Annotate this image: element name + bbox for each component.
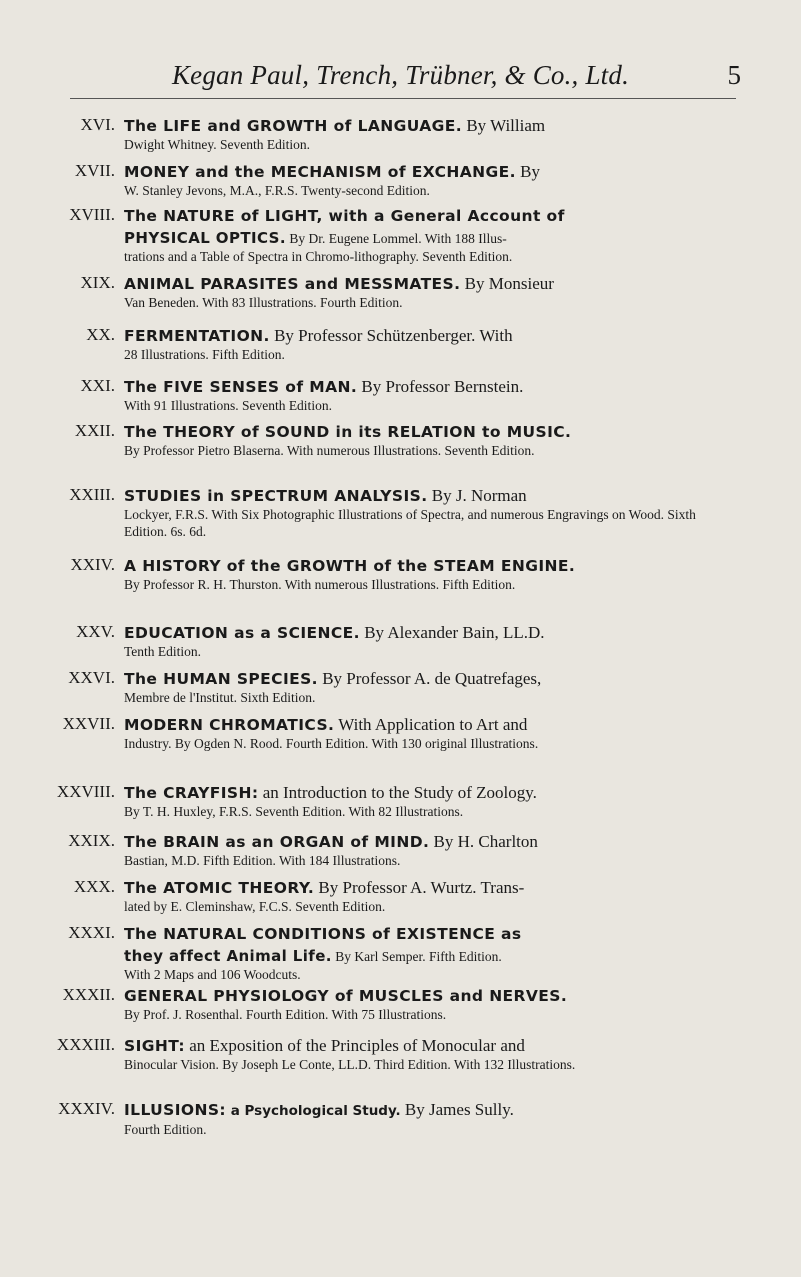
entry-details: By Professor R. H. Thurston. With numerous Illustrations. Fifth Edition. [124, 577, 516, 592]
entry-numeral: XXI. [80, 376, 115, 395]
entry-details: By Professor Pietro Blaserna. With numerous Illustrations. Seventh Edition. [124, 443, 535, 458]
entry-details: Fourth Edition. [124, 1122, 207, 1137]
entry-title: The THEORY of SOUND in its RELATION to MUSIC. [124, 423, 572, 441]
entry-title: SIGHT: [124, 1037, 185, 1055]
entry-author-lead: By Professor Schützenberger. With [269, 326, 513, 345]
entry-title: The NATURE of LIGHT, with a General Account of [124, 207, 565, 225]
entry-title: MODERN CHROMATICS. [124, 716, 335, 734]
entry-author-lead: By Professor Bernstein. [357, 377, 524, 396]
entry-numeral: XXIX. [68, 831, 115, 850]
entry-numeral: XXVIII. [56, 782, 115, 801]
entry-author-lead: By Dr. Eugene Lommel. With 188 Illus- [285, 231, 507, 246]
entry-numeral: XXIV. [70, 555, 115, 574]
entry-title: The LIFE and GROWTH of LANGUAGE. [124, 117, 463, 135]
entry-body [124, 325, 740, 364]
entry-details: Bastian, M.D. Fifth Edition. With 184 Illustrations. [124, 853, 401, 868]
entry-author-lead: By J. Norman [427, 486, 527, 505]
entry-title: GENERAL PHYSIOLOGY of MUSCLES and NERVES. [124, 987, 568, 1005]
entry-author-lead: By James Sully. [400, 1100, 514, 1119]
entry-details: W. Stanley Jevons, M.A., F.R.S. Twenty-second Edition. [124, 183, 430, 198]
entry-numeral: XX. [86, 325, 115, 344]
entry-numeral: XVII. [74, 161, 115, 180]
entry-title: The FIVE SENSES of MAN. [124, 378, 358, 396]
entry-numeral: XXX. [73, 877, 115, 896]
entry-body [124, 555, 740, 594]
entry-title: ILLUSIONS: [124, 1101, 226, 1119]
entry-details: By Prof. J. Rosenthal. Fourth Edition. With 75 Illustrations. [124, 1007, 447, 1022]
entry-details: Lockyer, F.R.S. With Six Photographic Illustrations of Spectra, and numerous Engravings on Wood. Sixth Edition. 6s. 6d. [124, 507, 696, 539]
entry-title: STUDIES in SPECTRUM ANALYSIS. [124, 487, 428, 505]
entry-title: FERMENTATION. [124, 327, 270, 345]
entry-body [124, 161, 740, 200]
entry-title-subtitle: a Psychological Study. [226, 1103, 401, 1119]
entry-body [124, 115, 740, 154]
entry-body [124, 273, 740, 312]
entry-numeral: XXXIV. [58, 1099, 115, 1118]
entry-numeral: XXVI. [68, 668, 115, 687]
page-number: 5 [727, 60, 741, 90]
entry-details: By T. H. Huxley, F.R.S. Seventh Edition. With 82 Illustrations. [124, 804, 464, 819]
entry-details: With 91 Illustrations. Seventh Edition. [124, 398, 332, 413]
entry-title-cont: they affect Animal Life. [124, 947, 332, 965]
entry-author-lead: By Professor A. Wurtz. Trans- [314, 878, 525, 897]
entry-author-lead: By Alexander Bain, LL.D. [359, 623, 545, 642]
entry-author-lead: By Monsieur [460, 274, 554, 293]
entry-numeral: XXXI. [68, 923, 115, 942]
entry-body [124, 1099, 740, 1139]
entry-body [124, 714, 740, 753]
header-rule [70, 98, 736, 99]
entry-details: Tenth Edition. [124, 644, 202, 659]
running-head-publisher: Kegan Paul, Trench, Trübner, & Co., Ltd. [171, 60, 630, 90]
entry-numeral: XIX. [80, 273, 115, 292]
entry-numeral: XXV. [76, 622, 115, 641]
page-header [0, 60, 801, 100]
entry-details: Binocular Vision. By Joseph Le Conte, LL.D. Third Edition. With 132 Illustrations. [124, 1057, 576, 1072]
entry-title: The NATURAL CONDITIONS of EXISTENCE as [124, 925, 522, 943]
entry-title: The BRAIN as an ORGAN of MIND. [124, 833, 430, 851]
entry-author-lead: an Introduction to the Study of Zoology. [258, 783, 537, 802]
entry-details: Dwight Whitney. Seventh Edition. [124, 137, 310, 152]
entry-numeral: XXXII. [62, 985, 115, 1004]
entry-numeral: XVI. [80, 115, 115, 134]
entry-details: 28 Illustrations. Fifth Edition. [124, 347, 285, 362]
entry-body [124, 831, 740, 870]
entry-details: trations and a Table of Spectra in Chromo-lithography. Seventh Edition. [124, 249, 513, 264]
entry-title: MONEY and the MECHANISM of EXCHANGE. [124, 163, 516, 181]
entry-author-lead: By William [462, 116, 546, 135]
entry-numeral: XXII. [74, 421, 115, 440]
entry-title: EDUCATION as a SCIENCE. [124, 624, 360, 642]
entry-details: Membre de l'Institut. Sixth Edition. [124, 690, 316, 705]
entry-body [124, 877, 740, 916]
entry-title: The ATOMIC THEORY. [124, 879, 315, 897]
entry-author-lead: an Exposition of the Principles of Monocular and [184, 1036, 525, 1055]
entry-body [124, 205, 740, 266]
entry-body [124, 622, 740, 661]
entry-title: A HISTORY of the GROWTH of the STEAM ENGINE. [124, 557, 576, 575]
entry-body [124, 782, 740, 821]
entry-body [124, 376, 740, 415]
entry-numeral: XVIII. [69, 205, 115, 224]
entry-details: lated by E. Cleminshaw, F.C.S. Seventh Edition. [124, 899, 386, 914]
entry-body [124, 1035, 740, 1074]
entry-title: ANIMAL PARASITES and MESSMATES. [124, 275, 461, 293]
entry-details: With 2 Maps and 106 Woodcuts. [124, 967, 301, 982]
entry-body [124, 985, 740, 1024]
entry-numeral: XXIII. [69, 485, 115, 504]
entry-author-lead: By Karl Semper. Fifth Edition. [331, 949, 502, 964]
entry-author-lead: With Application to Art and [334, 715, 528, 734]
entry-details: Industry. By Ogden N. Rood. Fourth Edition. With 130 original Illustrations. [124, 736, 539, 751]
entry-title: The HUMAN SPECIES. [124, 670, 318, 688]
entry-author-lead: By [515, 162, 540, 181]
entry-body [124, 923, 740, 984]
entry-body [124, 668, 740, 707]
entry-title: The CRAYFISH: [124, 784, 259, 802]
entry-body [124, 421, 740, 460]
entry-body [124, 485, 740, 540]
entry-title-cont: PHYSICAL OPTICS. [124, 229, 286, 247]
entry-author-lead: By Professor A. de Quatrefages, [317, 669, 542, 688]
entry-numeral: XXVII. [62, 714, 115, 733]
entry-details: Van Beneden. With 83 Illustrations. Fourth Edition. [124, 295, 403, 310]
entry-author-lead: By H. Charlton [429, 832, 538, 851]
entry-numeral: XXXIII. [56, 1035, 115, 1054]
